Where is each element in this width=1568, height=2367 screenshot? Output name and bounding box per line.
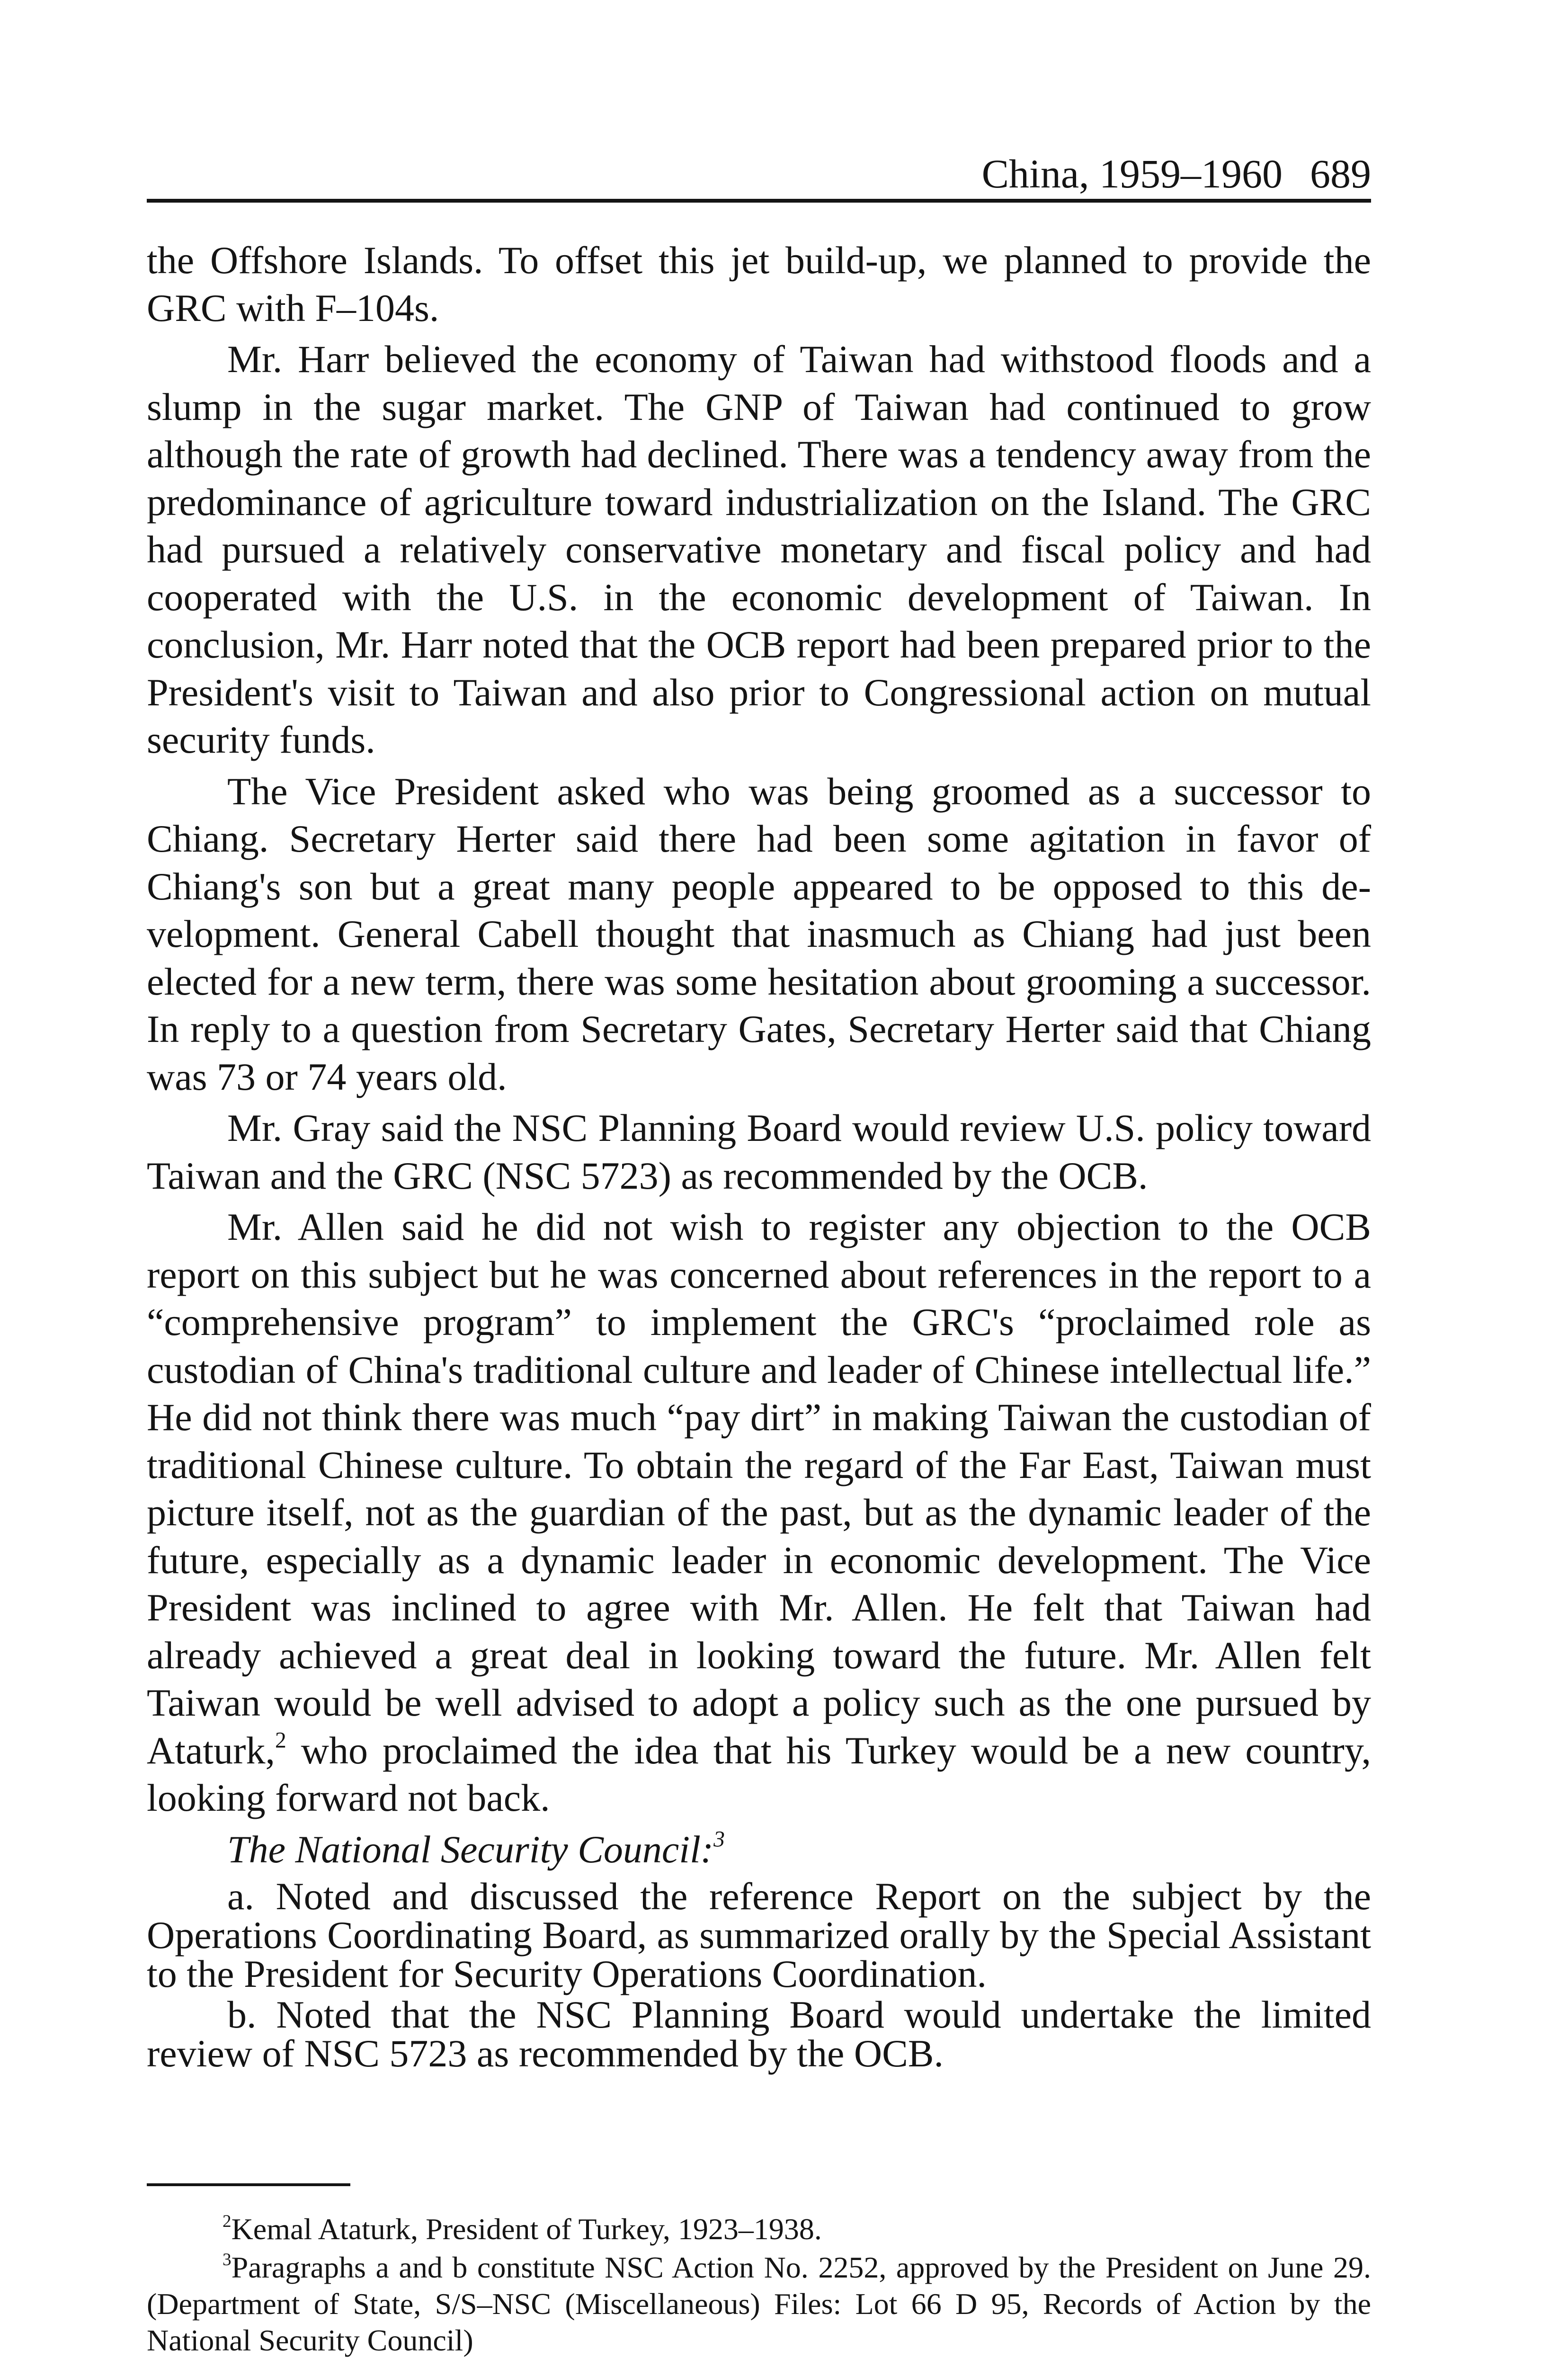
page-number: 689 <box>1310 151 1371 196</box>
header-rule <box>147 199 1371 203</box>
paragraph-harr-economy: Mr. Harr believed the economy of Taiwan had withstood floods and a slump in the sugar market. The GNP of Taiwan had continued to grow although the rate of growth had declined. There was a tendency away from the predominance of agriculture toward industrialization on the Island. The GRC had pursued a relatively conservative monetary and fiscal policy and had cooperated with the U.S. in the economic development of Taiwan. In conclusion, Mr. Harr noted that the OCB report had been prepared prior to the President's visit to Taiwan and also prior to Congressional action on mutual security funds. <box>147 338 1371 761</box>
footnote-text-2: Kemal Ataturk, President of Turkey, 1923–1938. <box>231 2212 822 2246</box>
footnote-text-3: Paragraphs a and b constitute NSC Action No. 2252, approved by the President on June 29. (Department of State, S/S–NSC (Miscellaneous) Files: Lot 66 D 95, Records of Action by the National Security Council) <box>147 2251 1371 2357</box>
paragraph-gray-review: Mr. Gray said the NSC Planning Board would review U.S. policy toward Taiwan and the GRC (NSC 5723) as recommended by the OCB. <box>147 1106 1371 1197</box>
footnote-ref-2: 2 <box>275 1728 286 1753</box>
action-item-a: a. Noted and discussed the reference Report on the subject by the Operations Coordinating Board, as summarized orally by the Special Assistant to the President for Security Operations Coordination. <box>147 1875 1371 1995</box>
body-text <box>147 237 1371 2075</box>
footnotes <box>147 2211 1371 2360</box>
paragraph-allen-text-2: who proclaimed the idea that his Turkey would be a new country, looking forward not back. <box>147 1728 1371 1819</box>
footnote-ref-3: 3 <box>713 1827 725 1852</box>
paragraph-allen-text-1: Mr. Allen said he did not wish to register any objection to the OCB report on this subject but he was concerned about references in the report to a “comprehensive program” to implement the GRC's “proclaimed role as custodian of China's traditional culture and leader of Chinese intellectual life.” He did not think there was much “pay dirt” in making Taiwan the custodian of traditional Chinese culture. To obtain the regard of the Far East, Taiwan must picture itself, not as the guardian of the past, but as the dynamic leader of the future, especially as a dynamic leader in economic development. The Vice President was inclined to agree with Mr. Allen. He felt that Taiwan had already achieved a great deal in looking toward the future. Mr. Allen felt Taiwan would be well advised to adopt a policy such as the one pursued by Ataturk, <box>147 1205 1371 1772</box>
footnote-2 <box>147 2211 1371 2247</box>
footnote-marker-2: 2 <box>223 2212 232 2232</box>
footnote-rule <box>147 2183 350 2186</box>
running-title: China, 1959–1960 <box>981 151 1283 196</box>
paragraph-successor: The Vice President asked who was being groomed as a successor to Chiang. Secretary Herter said there had been some agitation in favor of Chiang's son but a great many people appeared to be opposed to this development. General Cabell thought that inasmuch as Chiang had just been elected for a new term, there was some hesitation about grooming a successor. In reply to a question from Secretary Gates, Secretary Herter said that Chiang was 73 or 74 years old. <box>147 769 1371 1098</box>
footnote-marker-3: 3 <box>223 2250 232 2270</box>
council-heading-text: The National Security Council: <box>227 1827 714 1871</box>
footnote-3 <box>147 2249 1371 2358</box>
running-header <box>147 142 1371 194</box>
council-heading <box>147 1826 1371 1874</box>
council-actions <box>147 1877 1371 2073</box>
action-item-b: b. Noted that the NSC Planning Board would undertake the limited review of NSC 5723 as recommended by the OCB. <box>147 1993 1371 2075</box>
paragraph-continued: the Offshore Islands. To offset this jet build-up, we planned to provide the GRC with F–104s. <box>147 239 1371 329</box>
paragraph-allen-culture <box>147 1203 1371 1822</box>
